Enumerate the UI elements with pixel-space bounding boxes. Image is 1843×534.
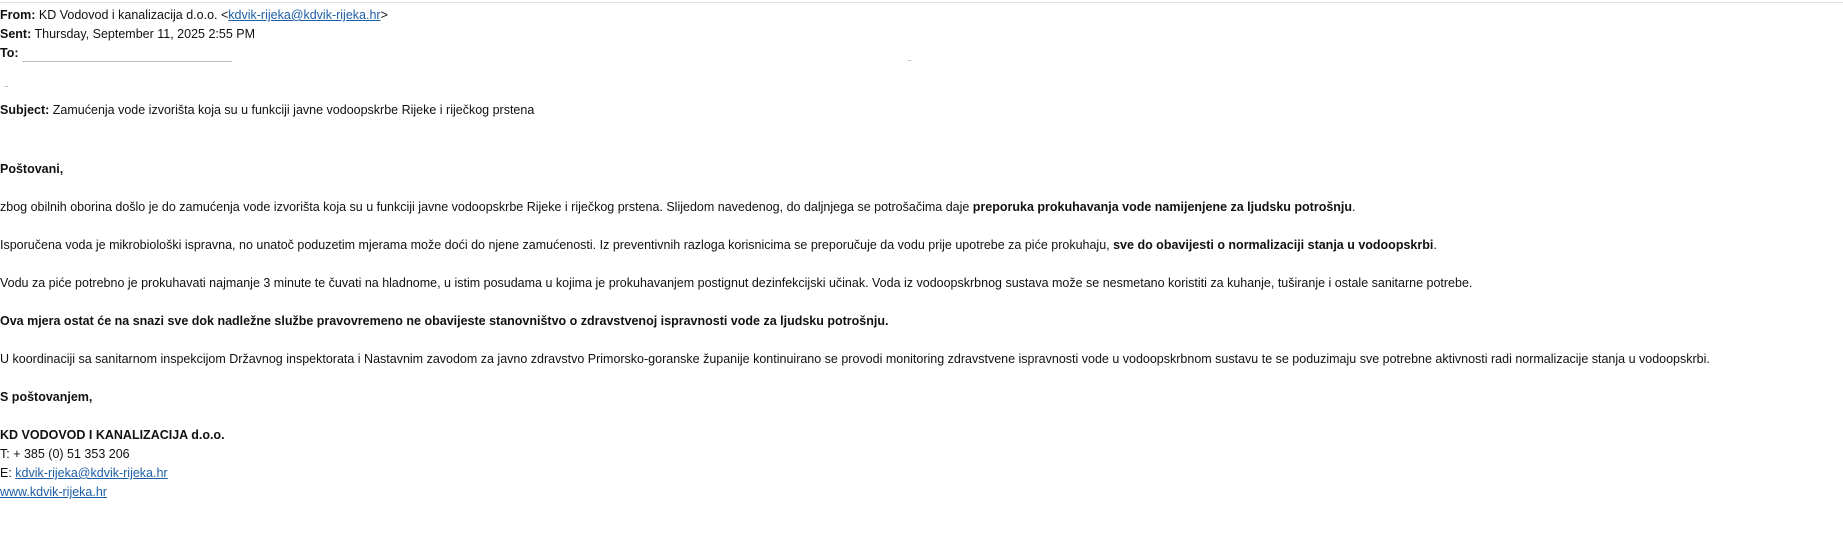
closing: S poštovanjem, (0, 390, 93, 404)
signature-email-link[interactable]: kdvik-rijeka@kdvik-rijeka.hr (15, 466, 168, 480)
from-row (0, 6, 388, 25)
signature-phone: T: + 385 (0) 51 353 206 (0, 447, 130, 461)
subject-value: Zamućenja vode izvorišta koja su u funkciji javne vodoopskrbe Rijeke i riječkog prstena (52, 103, 535, 117)
paragraph-3: Vodu za piće potrebno je prokuhavati najmanje 3 minute te čuvati na hladnome, u istim posudama u kojima je prokuhavanjem postignut dezinfekcijski učinak. Voda iz vodoopskrbnog sustava može se nesmetano koristiti za kuhanje, tuširanje i ostale sanitarne potrebe. (0, 276, 1473, 290)
top-divider (0, 2, 1843, 3)
sent-label: Sent: (0, 27, 32, 41)
redaction-mark (5, 86, 8, 87)
paragraph-2-text: Isporučena voda je mikrobiološki ispravna, no unatoč poduzetim mjerama može doći do njene zamućenosti. Iz preventivnih razloga korisnicima se preporučuje da vodu prije upotrebe za piće prokuhaju, (0, 238, 1114, 252)
from-label: From: (0, 8, 36, 22)
paragraph-2-end: . (1433, 238, 1437, 252)
from-name: KD Vodovod i kanalizacija d.o.o. < (38, 8, 229, 22)
subject-label: Subject: (0, 103, 50, 117)
signature-email-row (0, 464, 168, 483)
signature-website-link[interactable]: www.kdvik-rijeka.hr (0, 485, 107, 499)
from-close: > (380, 8, 388, 22)
greeting: Poštovani, (0, 162, 64, 176)
paragraph-1 (0, 198, 1356, 217)
to-label: To: (0, 46, 19, 60)
to-row (0, 44, 19, 63)
sent-row (0, 25, 255, 44)
paragraph-2-bold: sve do obavijesti o normalizaciji stanja u vodoopskrbi (1113, 238, 1434, 252)
subject-row (0, 101, 534, 120)
paragraph-5: U koordinaciji sa sanitarnom inspekcijom Državnog inspektorata i Nastavnim zavodom za javno zdravstvo Primorsko-goranske županije kontinuirano se provodi monitoring zdravstvene ispravnosti vode u vodoopskrbnom sustavu te se poduzimaju sve potrebne aktivnosti radi normalizacije stanja u vodoopskrbi. (0, 352, 1710, 366)
redaction-mark (908, 60, 911, 61)
sent-value: Thursday, September 11, 2025 2:55 PM (34, 27, 255, 41)
paragraph-1-text: zbog obilnih oborina došlo je do zamućenja vode izvorišta koja su u funkciji javne vodoopskrbe Rijeke i riječkog prstena. Slijedom navedenog, do daljnjega se potrošačima daje (0, 200, 973, 214)
paragraph-1-bold: preporuka prokuhavanja vode namijenjene za ljudsku potrošnju (972, 200, 1353, 214)
paragraph-4: Ova mjera ostat će na snazi sve dok nadležne službe pravovremeno ne obavijeste stanovništvo o zdravstvenoj ispravnosti vode za ljudsku potrošnju. (0, 314, 889, 328)
signature-email-label: E: (0, 466, 16, 480)
paragraph-2 (0, 236, 1437, 255)
paragraph-1-end: . (1352, 200, 1356, 214)
signature-company: KD VODOVOD I KANALIZACIJA d.o.o. (0, 428, 225, 442)
from-email-link[interactable]: kdvik-rijeka@kdvik-rijeka.hr (228, 8, 381, 22)
redaction-mark (22, 61, 232, 62)
